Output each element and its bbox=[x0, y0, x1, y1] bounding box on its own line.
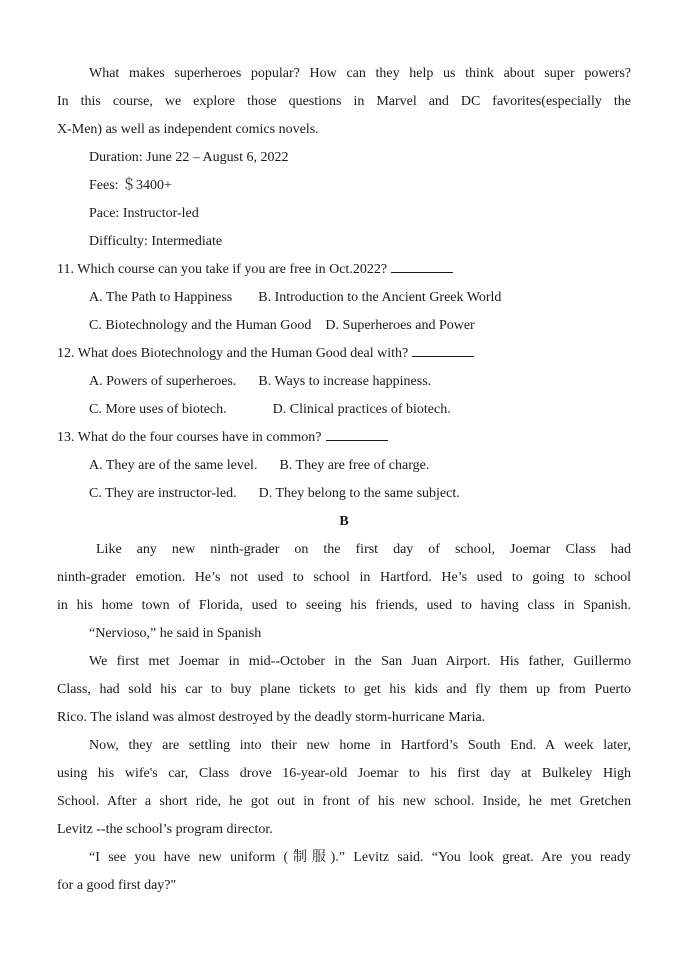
answer-blank-11[interactable] bbox=[391, 258, 453, 273]
course-fees: Fees: ＄3400+ bbox=[89, 178, 172, 193]
answer-blank-13[interactable] bbox=[326, 426, 388, 441]
option-11-a[interactable]: A. The Path to Happiness bbox=[89, 290, 233, 305]
option-12-a[interactable]: A. Powers of superheroes. bbox=[89, 374, 237, 389]
option-13-b[interactable]: B. They are free of charge. bbox=[279, 458, 430, 473]
option-13-d[interactable]: D. They belong to the same subject. bbox=[258, 486, 460, 501]
passage-line-2: ninth-grader emotion. He’s not used to school in Hartford. He’s used to going to school bbox=[57, 570, 631, 585]
course-description-line-1: What makes superheroes popular? How can they help us think about super powers? bbox=[89, 66, 631, 81]
question-11-options-row-1 bbox=[89, 284, 631, 312]
question-13 bbox=[57, 424, 631, 452]
question-12-options-row-1 bbox=[89, 368, 631, 396]
passage-line-9: using his wife's car, Class drove 16-year-old Joemar to his first day at Bulkeley High bbox=[57, 766, 631, 781]
option-12-c[interactable]: C. More uses of biotech. bbox=[89, 402, 227, 417]
option-11-b[interactable]: B. Introduction to the Ancient Greek World bbox=[258, 290, 502, 305]
option-13-c[interactable]: C. They are instructor-led. bbox=[89, 486, 237, 501]
question-13-stem: 13. What do the four courses have in common? bbox=[57, 430, 322, 445]
passage-line-1: Like any new ninth-grader on the first day of school, Joemar Class had bbox=[96, 542, 631, 557]
question-11-options-row-2 bbox=[89, 312, 631, 340]
passage-line-10: School. After a short ride, he got out in front of his new school. Inside, he met Gretchen bbox=[57, 794, 631, 809]
course-difficulty: Difficulty: Intermediate bbox=[89, 234, 223, 249]
passage-line-5: We first met Joemar in mid--October in the San Juan Airport. His father, Guillermo bbox=[89, 654, 631, 669]
question-12-options-row-2 bbox=[89, 396, 631, 424]
passage-line-12: “I see you have new uniform (制服).” Levitz said. “You look great. Are you ready bbox=[89, 850, 631, 865]
course-pace: Pace: Instructor-led bbox=[89, 206, 199, 221]
question-11-stem: 11. Which course can you take if you are free in Oct.2022? bbox=[57, 262, 388, 277]
passage-line-13: for a good first day?" bbox=[57, 878, 177, 893]
option-11-d[interactable]: D. Superheroes and Power bbox=[325, 318, 475, 333]
course-duration: Duration: June 22 – August 6, 2022 bbox=[89, 150, 289, 165]
option-11-c[interactable]: C. Biotechnology and the Human Good bbox=[89, 318, 312, 333]
question-12 bbox=[57, 340, 631, 368]
section-b-heading: B bbox=[339, 514, 349, 529]
passage-line-6: Class, had sold his car to buy plane tickets to get his kids and fly them up from Puerto bbox=[57, 682, 631, 697]
passage-line-8: Now, they are settling into their new home in Hartford’s South End. A week later, bbox=[89, 738, 631, 753]
question-13-options-row-2 bbox=[89, 480, 631, 508]
option-13-a[interactable]: A. They are of the same level. bbox=[89, 458, 258, 473]
option-12-b[interactable]: B. Ways to increase happiness. bbox=[258, 374, 432, 389]
option-12-d[interactable]: D. Clinical practices of biotech. bbox=[272, 402, 451, 417]
question-13-options-row-1 bbox=[89, 452, 631, 480]
passage-line-11: Levitz --the school’s program director. bbox=[57, 822, 273, 837]
answer-blank-12[interactable] bbox=[412, 342, 474, 357]
course-description-line-2: In this course, we explore those questions in Marvel and DC favorites(especially the bbox=[57, 94, 631, 109]
passage-line-7: Rico. The island was almost destroyed by the deadly storm-hurricane Maria. bbox=[57, 710, 486, 725]
passage-line-3: in his home town of Florida, used to seeing his friends, used to having class in Spanish. bbox=[57, 598, 631, 613]
passage-line-4: “Nervioso,” he said in Spanish bbox=[89, 626, 262, 641]
course-description-line-3: X-Men) as well as independent comics novels. bbox=[57, 122, 319, 137]
question-11 bbox=[57, 256, 631, 284]
question-12-stem: 12. What does Biotechnology and the Human Good deal with? bbox=[57, 346, 409, 361]
